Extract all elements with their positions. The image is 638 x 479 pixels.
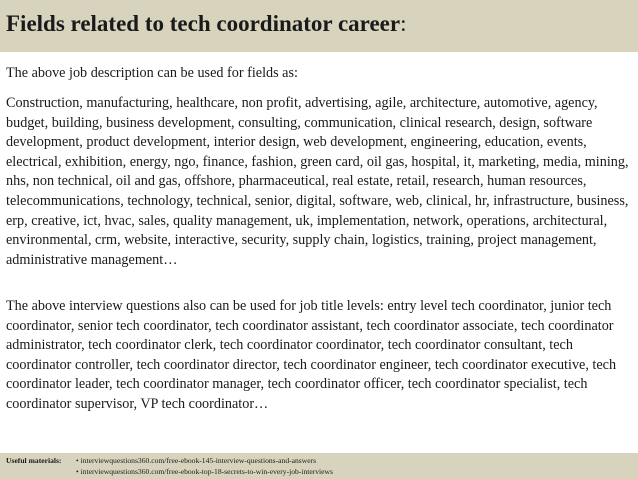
footer-label: Useful materials: xyxy=(6,456,62,465)
page-title-text: Fields related to tech coordinator career xyxy=(6,11,401,36)
footer-row-1 xyxy=(6,455,638,466)
fields-paragraph: Construction, manufacturing, healthcare, non profit, advertising, agile, architecture, automotive, agency, budget, building, business development, consulting, communication, clinical research, design, software development, product development, interior design, web development, engineering, education, events, electrical, exhibition, energy, ngo, finance, fashion, green card, oil gas, hospital, it, marketing, media, mining, nhs, non technical, oil and gas, offshore, pharmaceutical, real estate, retail, research, human resources, telecommunications, technology, technical, senior, digital, software, web, clinical, hr, infrastructure, business, erp, creative, ict, hvac, sales, quality management, uk, implementation, network, operations, architectural, environmental, crm, website, interactive, security, supply chain, logistics, training, project management, administrative management… xyxy=(6,95,629,268)
footer-bar xyxy=(0,453,638,479)
job-levels-paragraph: The above interview questions also can be used for job title levels: entry level tech coordinator, junior tech coordinator, senior tech coordinator, tech coordinator assistant, tech coordinator associate, tech coordinator administrator, tech coordinator clerk, tech coordinator coordinator, tech coordinator consultant, tech coordinator controller, tech coordinator director, tech coordinator engineer, tech coordinator executive, tech coordinator leader, tech coordinator manager, tech coordinator officer, tech coordinator specialist, tech coordinator supervisor, VP tech coordinator… xyxy=(6,298,617,412)
footer-link-2[interactable]: • interviewquestions360.com/free-ebook-top-18-secrets-to-win-every-job-interviews xyxy=(76,467,333,476)
header-bar xyxy=(0,0,638,52)
footer-row-2 xyxy=(6,466,638,477)
footer-link-1[interactable]: • interviewquestions360.com/free-ebook-145-interview-questions-and-answers xyxy=(76,456,317,465)
page-title xyxy=(6,9,638,39)
page-title-colon: : xyxy=(400,11,407,36)
intro-text: The above job description can be used for fields as: xyxy=(6,65,298,81)
